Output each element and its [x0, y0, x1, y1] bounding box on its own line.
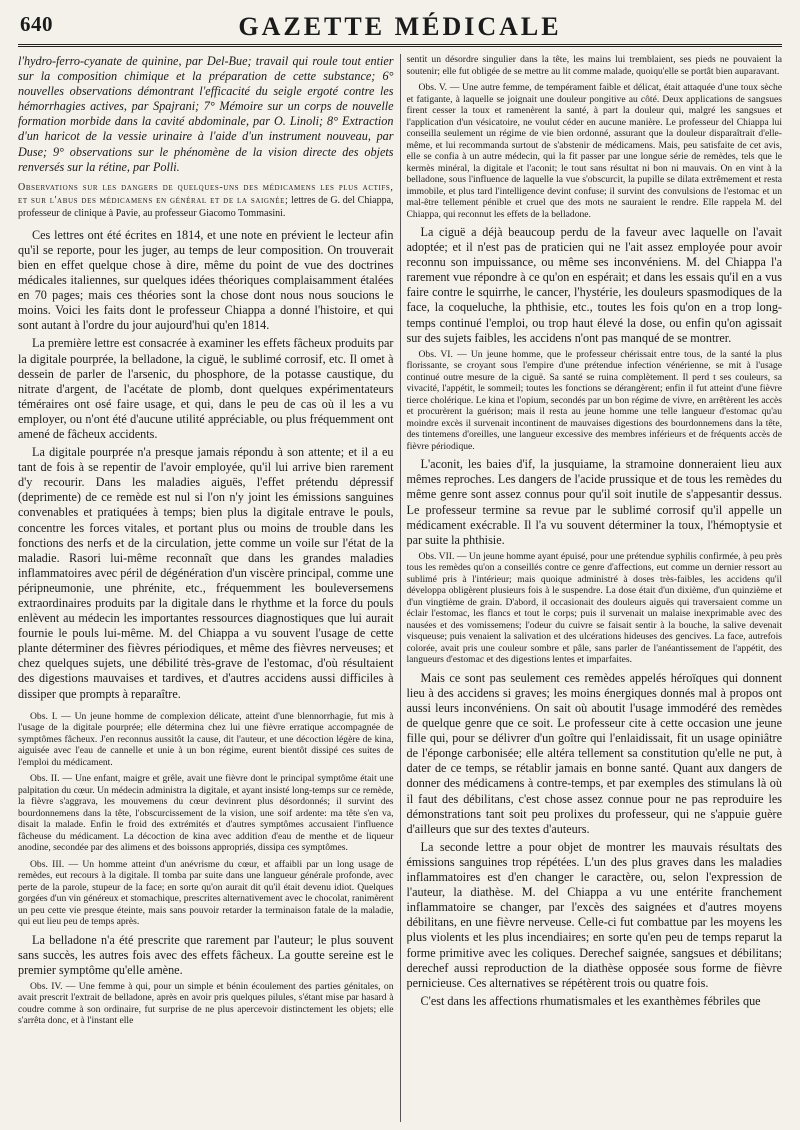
observation-note: Obs. VII. — Un jeune homme ayant épuisé, pour une prétendue syphilis confirmée, à peu près tous les remèdes qu'on a conseillés contre ce genre d'affections, eut comme un dernier ressort au sublimé pris à l'intérieur; mais quoique administré à doses très-faibles, les accidens qu'il développa obligèrent plusieurs fois à le suspendre. La dose était d'un dixième, d'un quinzième et d'un vingtième de grain. D'abord, il occasionait des douleurs aiguës qui traversaient comme un éclair l'estomac, les flancs et tout le corps; puis il survenait un malaise inexprimable avec des nausées et des vomissemens; l'odeur du cuivre se faisait sentir à la bouche, la salive devenait visqueuse; puis venaient la salivation et des ulcérations hideuses des gencives. La face, autrefois colorée, avait pris une couleur sombre et pâle, sans parler de l'anéantissement de l'appétit, des langueurs d'estomac et des digestions lentes et imparfaites.	[406, 550, 782, 666]
journal-title: GAZETTE MÉDICALE	[238, 12, 562, 41]
observation-note-continued: sentit un désordre singulier dans la tête, les mains lui tremblaient, ses pieds ne pouvaient la soutenir; elle fut obligée de se mettre au lit comme malade, quoiqu'elle se portât bien auparavant.	[406, 54, 782, 77]
intro-paragraph: l'hydro-ferro-cyanate de quinine, par Del-Bue; travail qui roule tout entier sur la composition chimique et la préparation de cette substance; 6° nouvelles observations démontrant l'efficacité du seigle ergoté contre les hémorrhagies actives, par Spajrani; 7° Mémoire sur un corps de nouvelle formation morbide dans la cavité abdominale, par O. Linoli; 8° Extraction d'un haricot de la vessie urinaire à l'aide d'un instrument nouveau, par Duse; 9° observations sur le phénomène de la vision directe des objets renversés sur la rétine, par Polli.	[18, 54, 394, 174]
paragraph: La première lettre est consacrée à examiner les effets fâcheux produits par la digitale pourprée, la belladone, la ciguë, le sublimé corrosif, etc. Il omet à dessein de parler de l'arsenic, du phosphore, de la potasse caustique, du nitrate d'argent, de l'acétate de plomb, dont quelques expérimentateurs téméraires ont osé faire usage, et qui, dans le peu de cas où il les a vu employer, ou n'ont été d'aucune utilité appréciable, ou plus fréquemment ont amené de fâcheux accidents.	[18, 336, 394, 441]
column-divider	[400, 54, 401, 1122]
observation-note: Obs. V. — Une autre femme, de tempérament faible et délicat, était attaquée d'une toux sèche et fatigante, à laquelle se joignait une douleur pongitive au côté. Deux applications de sangsues firent cesser la toux et ramenèrent la santé, à part la douleur qui, malgré les sangsues et l'application d'un vésicatoire, ne voulut céder en aucune manière. Le professeur del Chiappa lui conseilla seulement un régime de vie bien ordonné, assurant que la douleur disparaîtrait d'elle-même, et lui recommanda surtout de s'abstenir de médicamens. Mais, peu satisfaite de cet avis, elle se confia à un autre médecin, qui la fit passer par une longue série de remèdes, tels que le kermès minéral, la digitale et l'aconit; le tout sans résultat ni bon ni mauvais. On en vint à la belladone, sous l'influence de laquelle la vue s'obscurcit, la pupille se dilata extrêmement et resta immobile, et plus tard l'intelligence devint confuse; il survint des convulsions de l'estomac et un mal-être tellement pénible et cruel que des mots ne sauraient le rendre. Elle rappela M. del Chiappa, qui reconnut les effets de la belladone.	[406, 82, 782, 220]
paragraph: La digitale pourprée n'a presque jamais répondu à son attente; et il a eu tant de fois à se repentir de l'avoir employée, qu'il lui arrive bien rarement d'y recourir. Dans les maladies aiguës, l'effet prétendu dépressif (deprimente) de ce remède est nul si l'on n'y joint les émissions sanguines convenables et pratiquées à temps; bien plus la digitale entrave le pouls, concentre les forces vitales, et portant plus ou moins de trouble dans les fonctions des nerfs et de la circulation, jette comme un voile sur l'état de la maladie. Rasori lui-même reconnaît que dans les grandes maladies inflammatoires avec péril de dégénération d'un viscère principal, comme une péripneumonie, une phrénite, etc., fréquemment les bouleversemens extraordinaires produits par la digitale dans le rhythme et la force du pouls enlèvent au médecin les importantes ressources diagnostiques que lui aurait fournie le pouls lui-même. M. del Chiappa a vu souvent l'usage de cette plante déterminer des fièvres périodiques, et même des fièvres nerveuses; et chez quelques sujets, une débilité très-grave de l'estomac, d'où résultaient des digestions mauvaises et tardives, et d'autres accidens aussi difficiles à dissiper que prompts à reparaître.	[18, 445, 394, 701]
page-header	[18, 10, 782, 47]
paragraph: L'aconit, les baies d'if, la jusquiame, la stramoine donneraient lieu aux mêmes reproches. Les dangers de l'acide prussique et de tous les remèdes du même genre sont assez connus pour qu'il soit inutile de s'appesantir dessus. Le professeur termine sa revue par le sublimé corrosif qu'il appelle un médicament exécrable. Il l'a vu souvent déterminer la toux, l'hémoptysie et par suite la phthisie.	[406, 457, 782, 547]
paragraph: Mais ce sont pas seulement ces remèdes appelés héroïques qui donnent lieu à des accidens si graves; les moins énergiques donnés mal à propos ont aussi leurs inconvéniens. On sait où aboutit l'usage immodéré des remèdes de quelque genre que ce soit. Le professeur cite à cette occasion une jeune fille qui, pour se délivrer d'un goître qui l'enlaidissait, fit un usage opiniâtre de l'éponge carbonisée; elle altéra tellement sa constitution qu'elle ne put, à dater de ce temps, se rétablir jamais en bonne santé. Quant aux dangers de donner des médicamens à contre-temps, et par exemples des stimulans là où il faut des débilitans, c'est chose assez connue pour ne pas reproduire les démonstrations tant soit peu prolixes du professeur, qui ne s'appuie guère d'ailleurs que sur des textes d'auteurs.	[406, 670, 782, 836]
section-subtitle: lettres de G. del Chiappa, professeur de clinique à Pavie, au professeur Giacomo Tommasini.	[18, 194, 394, 219]
paragraph: Ces lettres ont été écrites en 1814, et une note en prévient le lecteur afin qu'il se reporte, pour les juger, au temps de leur composition. On trouverait bien en effet quelque chose à dire, même du point de vue des doctrines médicales italiennes, sur quelques idées théoriques complaisamment étalées en 70 pages; mais ces théories sont la chose dont nous nous soucions le moins. Voici les faits dont le professeur Chiappa a donné l'histoire, et qui sont autant à l'ordre du jour aujourd'hui qu'en 1814.	[18, 227, 394, 333]
observation-note: Obs. I. — Un jeune homme de complexion délicate, atteint d'une blennorrhagie, fut mis à l'usage de la digitale pourprée; elle détermina chez lui une fièvre erratique accompagnée de symptômes fâcheux. J'en reconnus aussitôt la cause, dit l'auteur, et une décoction légère de kina, aiguisée avec l'eau de cannelle et unie à un bon régime, eurent bientôt dissipé ces suites de l'emploi du médicament.	[18, 710, 394, 768]
paragraph: C'est dans les affections rhumatismales et les exanthèmes fébriles que	[420, 993, 761, 1008]
paragraph: La belladone n'a été prescrite que rarement par l'auteur; le plus souvent sans succès, les autres fois avec des effets fâcheux. La goutte sereine est le premier symptôme qu'elle amène.	[18, 932, 394, 977]
section-title: Observations sur les dangers de quelques-uns des médicamens les plus actifs, et sur l'abus des médicamens en général et de la saignée;	[18, 181, 394, 206]
paragraph: La ciguë a déjà beaucoup perdu de la faveur avec laquelle on l'avait adoptée; et il n'est pas de praticien qui ne l'ait assez employée pour avoir reconnu son impuissance, ou même ses inconvéniens. M. del Chiappa l'a rarement vue répondre à ce qu'on en espérait; et dans les essais qu'il en a vus faire contre le squirrhe, le cancer, l'hystérie, les douleurs spasmodiques de la face, la coqueluche, la phthisie, etc., toutes les fois qu'on en a trop long-temps continué l'emploi, ou trop haut élevé la dose, ou enfin qu'on agissait sur des sujets faibles, les accidens n'ont pas manqué de se montrer.	[406, 225, 782, 345]
right-column	[407, 54, 783, 1122]
paragraph: La seconde lettre a pour objet de montrer les mauvais résultats des émissions sanguines trop répétées. L'un des plus graves dans les maladies inflammatoires est d'en changer le caractère, ou, selon l'expression de l'auteur, la diathèse. M. del Chiappa a vu une entérite franchement inflammatoire se changer, par l'excès des saignées et d'autres moyens débilitans, en une fièvre nerveuse. Celle-ci fut combattue par les moyens les plus violents et les plus incendiaires; en sorte qu'en peu de temps reparut la forme primitive avec les coliques. Derechef saignée, sangsues et débilitans; derechef aussi reproduction de la diathèse opposée sous forme de fièvre pernicieuse. Ces alternatives se répétèrent trois ou quatre fois.	[406, 839, 782, 990]
observation-note: Obs. IV. — Une femme à qui, pour un simple et bénin écoulement des parties génitales, on avait prescrit l'extrait de belladone, après en avoir pris quelques pilules, s'étant mise par hasard à coudre comme à son ordinaire, fut surprise de ne plus apercevoir distinctement les objets; elle s'arrêta donc, et à l'instant elle	[18, 980, 394, 1027]
page-number: 640	[20, 12, 53, 36]
text-columns	[18, 54, 782, 1122]
newspaper-page	[18, 10, 782, 1122]
section-heading	[18, 181, 394, 220]
observation-note: Obs. VI. — Un jeune homme, que le professeur chérissait entre tous, de la santé la plus florissante, se croyant sous l'empire d'une prétendue infection vénérienne, se mit à l'usage continué outre mesure de la ciguë. Sa santé se ruina complètement. Il perd t ses couleurs, sa vivacité, l'appétit, le sommeil; toutes les fonctions se dérangèrent; enfin il fut atteint d'une fièvre tierce cholérique. Le kina et l'opium, secondés par un bon régime de vivre, en arrêtèrent les accès et procurèrent la guérison; mais il resta au jeune homme une telle langueur d'estomac qu'au moindre excès il survenait incontinent de mauvaises digestions des bourdonnemens dans la tête, des tintemens d'oreilles, une langueur excessive des membres inférieurs et de fréquents accès de fièvre périodique.	[406, 348, 782, 452]
observation-note: Obs. II. — Une enfant, maigre et grêle, avait une fièvre dont le principal symptôme était une palpitation du cœur. Un médecin administra la digitale, et ayant insisté long-temps sur ce remède, la fièvre s'aggrava, les mouvemens du cœur devinrent plus désordonnés; il survint des bourdonnemens dans la tête, l'obscurcissement de la vision, une soif ardente: ma tête s'en va, disait la malade. Enfin le froid des extrémités et d'autres symptômes accusaient l'influence fâcheuse du médicament. La décoction de kina avec addition d'eau de menthe et de liqueur anodine, secondée par des alimens et des boissons appropriés, dissipa ces symptômes.	[18, 773, 394, 854]
left-column	[18, 54, 394, 1122]
observation-note: Obs. III. — Un homme atteint d'un anévrisme du cœur, et affaibli par un long usage de remèdes, eut recours à la digitale. Il tomba par suite dans une langueur générale profonde, avec perte de la parole, stupeur de la face; en sorte qu'on aurait dit qu'il était devenu idiot. Quelques gorgées d'un vin généreux et stomachique, prescrites alternativement avec le chocolat, ranimèrent un peu cette vie presque éteinte, mais sans pouvoir retarder la terminaison fatale de la maladie, qui eut lieu peu de temps après.	[18, 858, 394, 928]
